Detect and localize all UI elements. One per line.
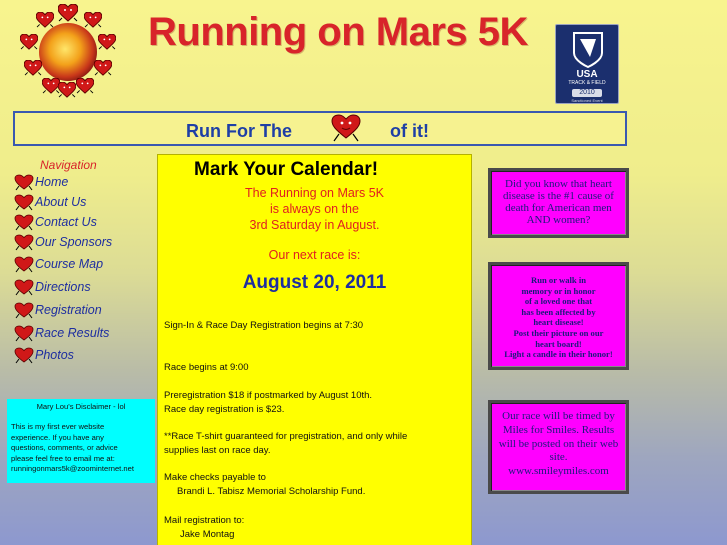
race-date: August 20, 2011	[242, 272, 387, 293]
running-heart-icon	[14, 256, 34, 273]
badge-line2: TRACK & FIELD	[568, 80, 606, 86]
calendar-next-race-label: Our next race is:	[268, 248, 361, 262]
checks-text: Make checks payable to	[164, 472, 266, 483]
smileymiles-link[interactable]: www.smileymiles.com	[508, 465, 609, 478]
box-line: Did you know that heart	[505, 178, 612, 190]
disclaimer-title: Mary Lou's Disclaimer - lol	[36, 402, 126, 411]
checks-payee: Brandi L. Tabisz Memorial Scholarship Fund.	[177, 486, 366, 497]
box-line: Post their picture on our	[513, 327, 604, 338]
running-heart-icon	[14, 347, 34, 364]
dayreg-text: Race day registration is $23.	[164, 404, 285, 415]
disclaimer-line: experience. If you have any	[11, 432, 104, 442]
disclaimer-email[interactable]: runningonmars5k@zoominternet.net	[11, 464, 134, 474]
nav-item-contact-us[interactable]	[14, 212, 97, 232]
tagline-banner	[13, 111, 627, 146]
box-line: has been affected by	[521, 306, 596, 317]
box-line: Light a candle in their honor!	[504, 349, 613, 360]
box-line: heart disease!	[533, 317, 584, 328]
box-line: Run or walk in	[530, 275, 586, 285]
mail-recipient: Jake Montag	[180, 529, 235, 540]
running-heart-icon	[14, 279, 34, 296]
nav-label-photos[interactable]: Photos	[35, 348, 74, 362]
calendar-heading: Mark Your Calendar!	[194, 159, 379, 180]
nav-item-our-sponsors[interactable]	[14, 232, 112, 252]
running-heart-icon	[14, 194, 34, 211]
nav-label-race-results[interactable]: Race Results	[35, 326, 110, 340]
nav-heading: Navigation	[40, 158, 97, 172]
running-heart-icon	[331, 114, 361, 142]
nav-item-directions[interactable]	[14, 277, 91, 297]
usatf-badge-icon	[555, 24, 619, 104]
nav-item-about-us[interactable]	[14, 192, 86, 212]
box-line: heart board!	[535, 338, 582, 349]
memory-box	[488, 262, 629, 370]
mail-text: Mail registration to:	[164, 515, 245, 526]
nav-label-course-map[interactable]: Course Map	[35, 257, 104, 271]
tagline-left: Run For The	[186, 121, 292, 141]
running-heart-icon	[14, 302, 34, 319]
badge-year: 2010	[572, 89, 602, 97]
heart-planet-logo-icon	[14, 2, 122, 98]
box-line: Miles for Smiles. Results	[502, 423, 615, 436]
box-line: Our race will be timed by	[502, 410, 615, 422]
nav-item-home[interactable]	[14, 172, 68, 192]
tshirt-text: supplies last on race day.	[164, 445, 271, 456]
nav-item-race-results[interactable]	[14, 323, 109, 343]
box-line: death for American men	[505, 202, 612, 214]
nav-item-course-map[interactable]	[14, 254, 103, 274]
disclaimer-line: This is my first ever website	[11, 422, 105, 432]
badge-line1: USA	[576, 69, 598, 80]
nav-label-contact-us[interactable]: Contact Us	[35, 215, 97, 229]
nav-label-our-sponsors[interactable]: Our Sponsors	[35, 235, 113, 249]
disclaimer-box	[7, 399, 155, 483]
tagline-right: of it!	[390, 121, 429, 141]
calendar-red-line: is always on the	[270, 202, 359, 216]
box-line: AND women?	[526, 214, 591, 226]
box-line: memory or in honor	[521, 285, 596, 296]
calendar-red-line: 3rd Saturday in August.	[249, 218, 380, 232]
race-begins-text: Race begins at 9:00	[164, 362, 249, 373]
running-heart-icon	[14, 325, 34, 342]
running-heart-icon	[14, 234, 34, 251]
box-line: disease is the #1 cause of	[503, 190, 614, 202]
box-line: of a loved one that	[524, 296, 593, 307]
calendar-red-line: The Running on Mars 5K	[245, 186, 384, 200]
timing-box	[488, 400, 629, 494]
nav-label-about-us[interactable]: About Us	[35, 195, 87, 209]
badge-line3: Sanctioned Event	[571, 98, 603, 103]
nav-label-registration[interactable]: Registration	[35, 303, 102, 317]
prereg-text: Preregistration $18 if postmarked by August 10th.	[164, 390, 373, 401]
nav-label-directions[interactable]: Directions	[35, 280, 91, 294]
heart-fact-box	[488, 168, 629, 238]
nav-item-registration[interactable]	[14, 300, 102, 320]
nav-label-home[interactable]: Home	[35, 175, 69, 189]
site-title: Running on Mars 5K	[148, 10, 528, 54]
shield-icon	[570, 31, 606, 69]
running-heart-icon	[14, 174, 34, 191]
disclaimer-line: please feel free to email me at:	[11, 453, 115, 463]
signin-text: Sign-In & Race Day Registration begins at 7:30	[164, 320, 364, 331]
tshirt-text: **Race T-shirt guaranteed for pregistration, and only while	[164, 431, 408, 442]
running-heart-icon	[14, 214, 34, 231]
box-line: site.	[549, 451, 568, 464]
nav-item-photos[interactable]	[14, 345, 74, 365]
box-line: will be posted on their web	[498, 437, 619, 450]
disclaimer-line: questions, comments, or advice	[11, 443, 118, 453]
